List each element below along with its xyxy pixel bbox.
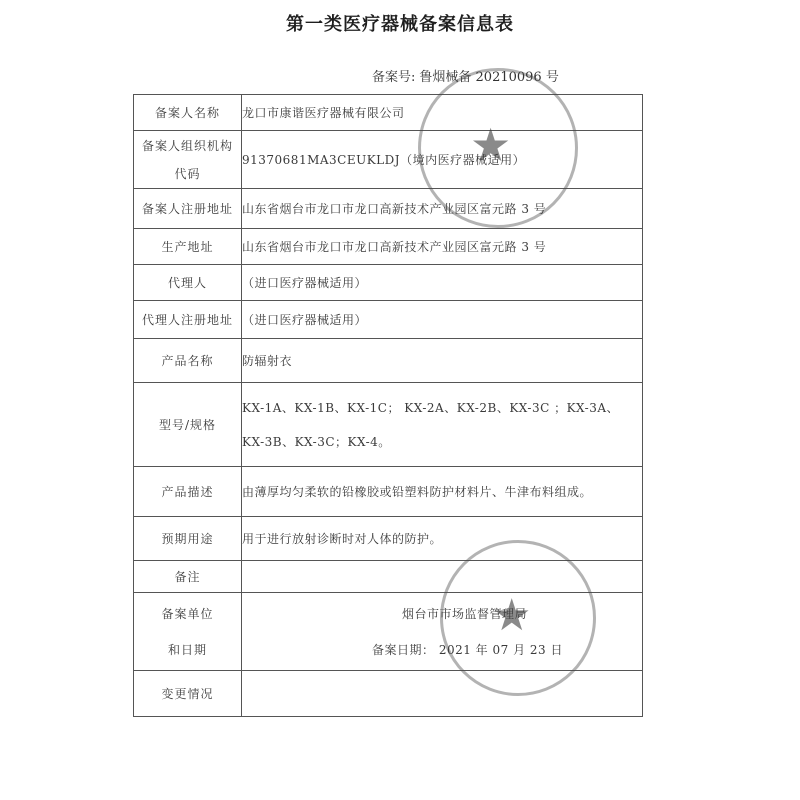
authority-seal-star-icon: ★: [492, 590, 532, 641]
record-number-value: 鲁烟械备 20210096 号: [419, 70, 559, 85]
row-label: 备案人名称: [134, 95, 242, 131]
row-label: [134, 593, 242, 671]
company-seal-star-icon: ★: [470, 118, 512, 172]
model-line: KX-3B、KX-3C；KX-4。: [242, 434, 391, 449]
table-row: [134, 517, 643, 561]
label-line: 和日期: [167, 642, 207, 657]
label-line: 备案单位: [161, 606, 214, 621]
document-title: 第一类医疗器械备案信息表: [286, 14, 514, 35]
row-label: 产品名称: [134, 339, 242, 383]
row-label: 备案人注册地址: [134, 189, 242, 229]
row-label: [134, 131, 242, 189]
row-label: 代理人: [134, 265, 242, 301]
row-label: 型号/规格: [134, 383, 242, 467]
row-value: （进口医疗器械适用）: [242, 265, 643, 301]
row-value: 由薄厚均匀柔软的铅橡胶或铅塑料防护材料片、牛津布料组成。: [242, 467, 643, 517]
row-value: 龙口市康谐医疗器械有限公司: [242, 95, 643, 131]
row-label: 预期用途: [134, 517, 242, 561]
filing-unit: 烟台市市场监督管理局: [402, 606, 528, 621]
table-row: [134, 467, 643, 517]
row-value: [242, 383, 643, 467]
row-value: 山东省烟台市龙口市龙口高新技术产业园区富元路 3 号: [242, 189, 643, 229]
table-row: [134, 265, 643, 301]
label-line: 备案人组织机构: [141, 138, 233, 153]
row-value: [242, 671, 643, 717]
row-value: （进口医疗器械适用）: [242, 301, 643, 339]
row-label: 产品描述: [134, 467, 242, 517]
row-label: 生产地址: [134, 229, 242, 265]
row-value: 防辐射衣: [242, 339, 643, 383]
table-row: [134, 301, 643, 339]
table-row: [134, 383, 643, 467]
filing-date: 备案日期： 2021 年 07 月 23 日: [372, 642, 563, 657]
row-value: 91370681MA3CEUKLDJ（境内医疗器械适用）: [242, 131, 643, 189]
label-line: 代码: [174, 166, 201, 181]
model-line: KX-1A、KX-1B、KX-1C； KX-2A、KX-2B、KX-3C ；KX-3A、: [242, 400, 620, 415]
row-label: 代理人注册地址: [134, 301, 242, 339]
row-label: 备注: [134, 561, 242, 593]
row-value: 山东省烟台市龙口市龙口高新技术产业园区富元路 3 号: [242, 229, 643, 265]
row-value: 用于进行放射诊断时对人体的防护。: [242, 517, 643, 561]
record-number-label: 备案号:: [372, 70, 416, 85]
table-row: [134, 189, 643, 229]
table-row: [134, 339, 643, 383]
table-row: [134, 229, 643, 265]
row-label: 变更情况: [134, 671, 242, 717]
